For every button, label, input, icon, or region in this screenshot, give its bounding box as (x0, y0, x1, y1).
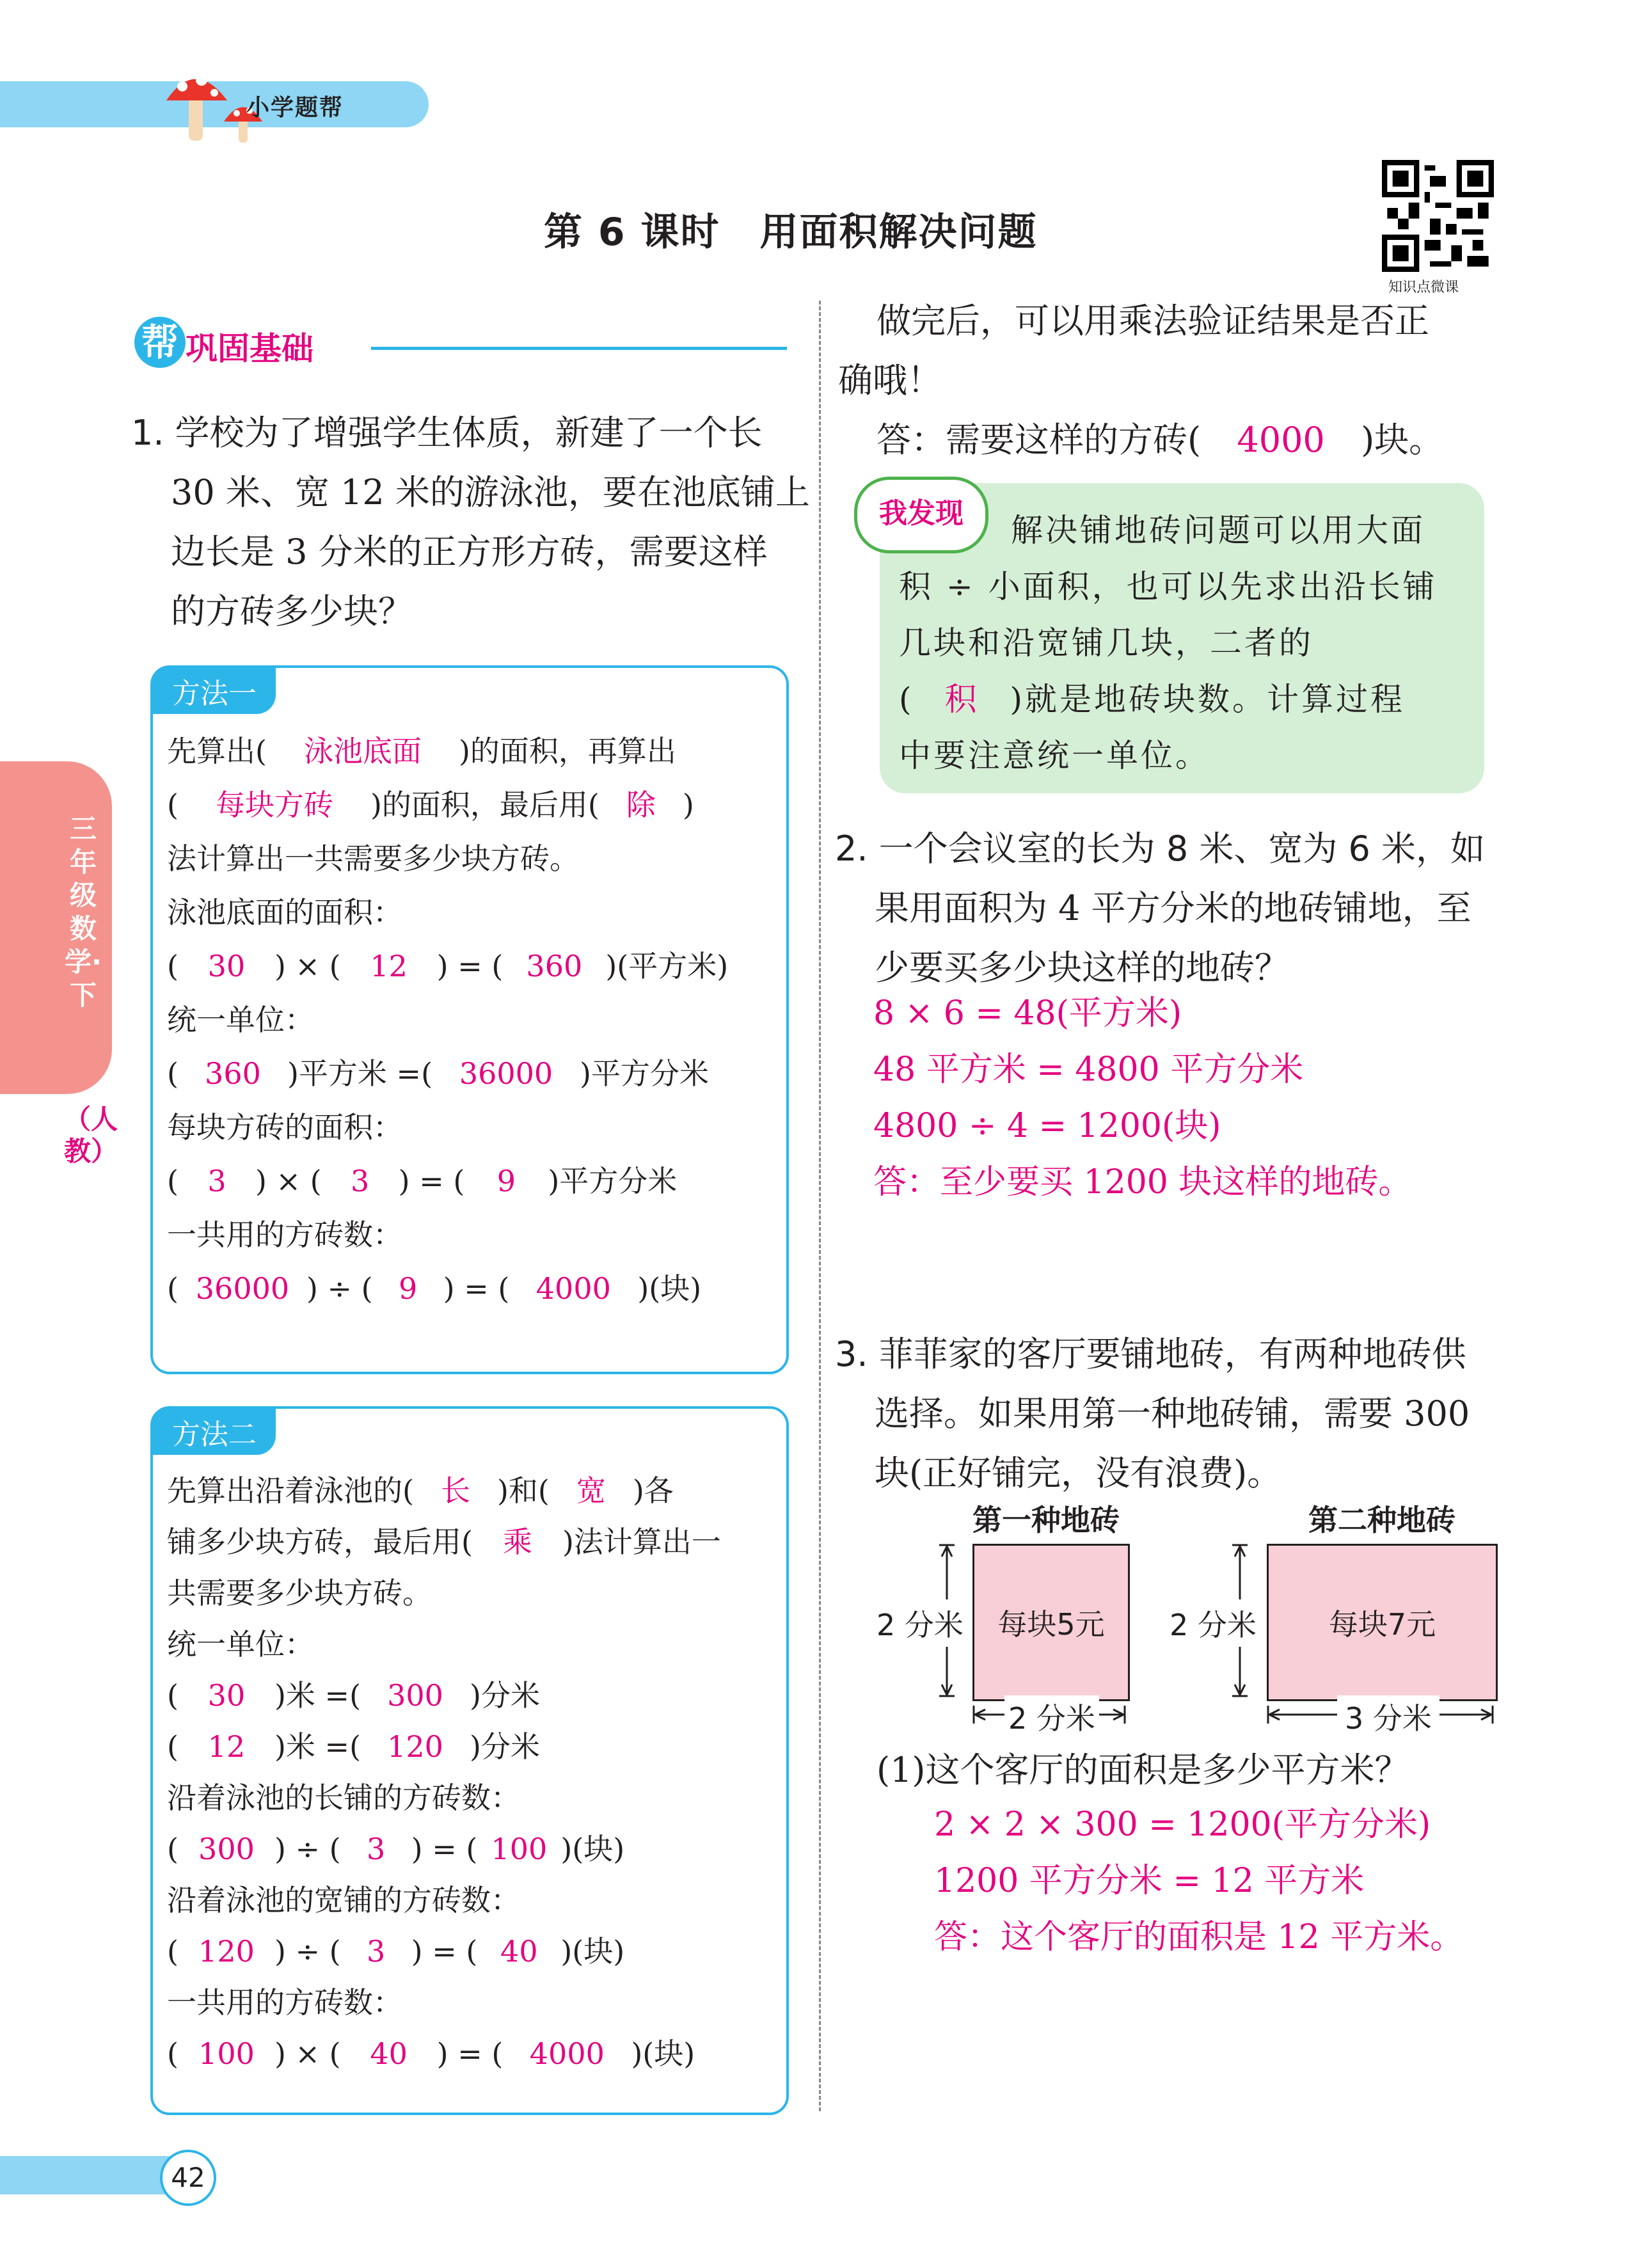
q3-answer-line: 答：这个客厅的面积是 12 平方米。 (934, 1918, 1464, 1956)
m2-line (167, 1465, 721, 1516)
m1-text: 平方分米 (559, 1164, 678, 1198)
q1-tail-line: 确哦！ (838, 360, 942, 400)
m1-blank: 36000 (195, 1271, 290, 1306)
m2-text: )各 (632, 1473, 674, 1508)
m1-blank: 每块方砖 (215, 788, 333, 822)
m2-blank: 300 (198, 1832, 255, 1866)
qr-code-icon[interactable] (1382, 160, 1494, 272)
m1-blank: 3 (351, 1164, 370, 1198)
m2-line (167, 1516, 721, 1567)
m2-blank: 300 (387, 1678, 443, 1713)
q1-line: 1. 学校为了增强学生体质，新建了一个长 (131, 413, 763, 453)
m2-line: ( 300 ) ÷ ( 3 ) = ( 100 )(块) (167, 1823, 721, 1875)
discover-text-part: )就是地砖块数。计算过程 (1010, 681, 1406, 718)
m2-text: )和( (496, 1473, 550, 1508)
method-one-box (150, 665, 789, 1374)
page-number: 42 (160, 2150, 216, 2206)
method-two-box (150, 1406, 789, 2115)
m2-line: 一共用的方砖数： (167, 1985, 402, 2020)
m1-line: 法计算出一共需要多少块方砖。 (167, 841, 579, 876)
m2-blank: 40 (370, 2036, 408, 2071)
tile-two-price: 每块7元 (1328, 1607, 1436, 1642)
m2-line: ( 30 )米 =( 300 )分米 (167, 1670, 721, 1721)
section-title: 巩固基础 (186, 330, 313, 367)
m1-blank: 4000 (535, 1271, 611, 1306)
m2-line: ( 12 )米 =( 120 )分米 (167, 1721, 721, 1772)
discover-text-part: ( (899, 681, 914, 718)
m1-blank: 泳池底面 (303, 734, 422, 768)
q2-answer-line: 8 × 6 = 48(平方米) (873, 994, 1182, 1033)
m1-line: ( 36000 ) ÷ ( 9 ) = ( 4000 )(块) (167, 1262, 728, 1315)
m1-text: ) (682, 788, 694, 822)
m1-line: ( 360 )平方米 =( 36000 )平方分米 (167, 1047, 728, 1100)
tile-one-title: 第一种地砖 (972, 1503, 1120, 1537)
m1-line (167, 724, 728, 778)
m2-text: 铺多少块方砖，最后用( (167, 1525, 473, 1559)
section-badge: 帮 (134, 317, 186, 368)
q1-answer-blank: 4000 (1237, 420, 1325, 460)
m2-blank: 100 (198, 2036, 255, 2071)
q2-answers (873, 985, 1411, 1210)
method-two-body (167, 1465, 721, 2079)
method-one-label: 方法一 (153, 668, 276, 714)
m2-line: ( 120 ) ÷ ( 3 ) = ( 40 )(块) (167, 1926, 721, 1977)
q1-line: 的方砖多少块？ (171, 591, 413, 631)
discover-line: 中要注意统一单位。 (899, 737, 1210, 774)
tile-two-width: 3 分米 (1337, 1695, 1440, 1738)
m2-line: 沿着泳池的长铺的方砖数： (167, 1780, 520, 1815)
q3-line: 3. 菲菲家的客厅要铺地砖，有两种地砖供 (835, 1334, 1466, 1374)
q3-line: 选择。如果用第一种地砖铺，需要 300 (875, 1393, 1470, 1434)
side-tab-edition: （人教） (64, 1104, 118, 1167)
m2-blank: 宽 (576, 1473, 606, 1508)
m2-text: )米 =( (274, 1729, 361, 1764)
discover-text (899, 502, 1438, 784)
m1-blank: 360 (526, 949, 583, 983)
m1-text: 平方米 = (298, 1056, 422, 1091)
q1-answer (838, 410, 1443, 470)
m2-blank: 120 (387, 1729, 443, 1764)
m1-line: ( 3 ) × ( 3 ) = ( 9 )平方分米 (167, 1154, 728, 1208)
m2-blank: 100 (491, 1832, 548, 1866)
m1-line: ( 30 ) × ( 12 ) = ( 360 )(平方米) (167, 939, 728, 993)
discover-line (899, 671, 1438, 727)
m2-text: (块) (572, 1934, 625, 1969)
discover-line: 积 ÷ 小面积，也可以先求出沿长铺 (899, 568, 1438, 605)
lesson-title: 第 6 课时 用面积解决问题 (544, 210, 1038, 255)
q3-answer-line: 1200 平方分米 = 12 平方米 (934, 1862, 1365, 1900)
q2-answer-line: 48 平方米 = 4800 平方分米 (873, 1051, 1304, 1089)
q1-answer-text: )块。 (1361, 420, 1444, 460)
q3-answer-line: 2 × 2 × 300 = 1200(平方分米) (934, 1805, 1431, 1844)
m2-blank: 长 (440, 1473, 470, 1508)
m1-blank: 36000 (459, 1056, 553, 1091)
m1-text: )的面积，最后用( (370, 788, 599, 822)
q1-answer-text: 答：需要这样的方砖( (876, 420, 1202, 460)
method-one-body (167, 724, 728, 1315)
m1-text: 平方分米 (591, 1056, 709, 1091)
m1-blank: 360 (205, 1056, 261, 1091)
q2-answer-line: 答：至少要买 1200 块这样的地砖。 (873, 1163, 1412, 1201)
m2-line: 统一单位： (167, 1627, 314, 1661)
m2-line: 共需要多少块方砖。 (167, 1576, 432, 1610)
column-divider (819, 301, 821, 2111)
section-rule (371, 347, 787, 350)
m2-line: 沿着泳池的宽铺的方砖数： (167, 1883, 520, 1917)
m1-text: ( (167, 788, 178, 822)
discover-line: 几块和沿宽铺几块，二者的 (899, 624, 1313, 662)
m1-line: 统一单位： (167, 1003, 314, 1037)
m2-text: (块) (572, 1832, 625, 1866)
tile-two-height: 2 分米 (1170, 1599, 1257, 1647)
m1-text: 先算出( (167, 734, 267, 768)
q2-answer-line: 4800 ÷ 4 = 1200(块) (873, 1107, 1221, 1145)
tile-two-title: 第二种地砖 (1308, 1503, 1456, 1537)
m2-text: )分米 (470, 1729, 540, 1764)
q1-text (131, 403, 810, 641)
brand-name: 小学题帮 (246, 95, 344, 121)
discover-line: 解决铺地砖问题可以用大面 (1011, 512, 1425, 549)
footer-bar (0, 2156, 173, 2194)
m1-text: (块) (649, 1271, 702, 1306)
m2-blank: 40 (500, 1934, 538, 1969)
m1-line: 泳池底面的面积： (167, 895, 402, 930)
m2-line: ( 100 ) × ( 40 ) = ( 4000 )(块) (167, 2028, 721, 2079)
discover-badge: 我发现 (854, 477, 988, 553)
m1-text: )的面积，再算出 (458, 734, 676, 768)
discover-blank: 积 (944, 681, 980, 718)
m1-line: 每块方砖的面积： (167, 1110, 402, 1145)
tile-one-height: 2 分米 (876, 1599, 964, 1647)
m2-blank: 3 (367, 1934, 386, 1969)
q1-tail-line: 做完后，可以用乘法验证结果是否正 (876, 301, 1429, 341)
m1-line: 一共用的方砖数： (167, 1217, 402, 1252)
m1-line (167, 778, 728, 832)
m1-blank: 3 (207, 1164, 226, 1198)
q2-line: 2. 一个会议室的长为 8 米、宽为 6 米，如 (835, 829, 1486, 869)
q3-sub1: (1)这个客厅的面积是多少平方米？ (876, 1750, 1409, 1790)
tile-one-width: 2 分米 (1004, 1695, 1099, 1738)
method-two-label: 方法二 (153, 1409, 276, 1455)
tile-one (972, 1544, 1130, 1701)
q2-text (835, 819, 1485, 997)
m1-blank: 30 (207, 949, 246, 983)
m2-blank: 12 (207, 1729, 246, 1764)
tile-one-price: 每块5元 (997, 1607, 1105, 1642)
q2-line: 少要买多少块这样的地砖？ (875, 948, 1289, 988)
q1-line: 30 米、宽 12 米的游泳池，要在池底铺上 (171, 472, 810, 512)
m1-blank: 9 (496, 1164, 516, 1198)
tile-two (1267, 1544, 1498, 1701)
m2-text: (块) (642, 2036, 695, 2071)
m2-blank: 3 (367, 1832, 386, 1866)
m2-text: 先算出沿着泳池的( (167, 1473, 414, 1508)
m2-blank: 30 (207, 1678, 246, 1713)
m2-text: )法计算出一 (562, 1525, 721, 1559)
m2-blank: 乘 (502, 1525, 532, 1559)
q3-text (835, 1324, 1470, 1503)
m1-blank: 9 (399, 1271, 418, 1306)
side-tab-grade: 三年级数学·下 (65, 813, 102, 1011)
q3-answers (934, 1796, 1463, 1965)
m2-text: )分米 (470, 1678, 540, 1713)
m2-blank: 4000 (529, 2036, 605, 2071)
q1-line: 边长是 3 分米的正方形方砖，需要这样 (171, 532, 768, 572)
q1-tail (838, 291, 1443, 470)
m1-text: (平方米) (617, 949, 729, 983)
m1-blank: 12 (370, 949, 408, 983)
m2-blank: 120 (198, 1934, 255, 1969)
m1-blank: 除 (626, 788, 656, 822)
q2-line: 果用面积为 4 平方分米的地砖铺地，至 (875, 888, 1471, 928)
q3-line: 块(正好铺完，没有浪费)。 (875, 1453, 1282, 1493)
m2-text: )米 =( (274, 1678, 361, 1713)
qr-caption: 知识点微课 (1388, 280, 1459, 296)
